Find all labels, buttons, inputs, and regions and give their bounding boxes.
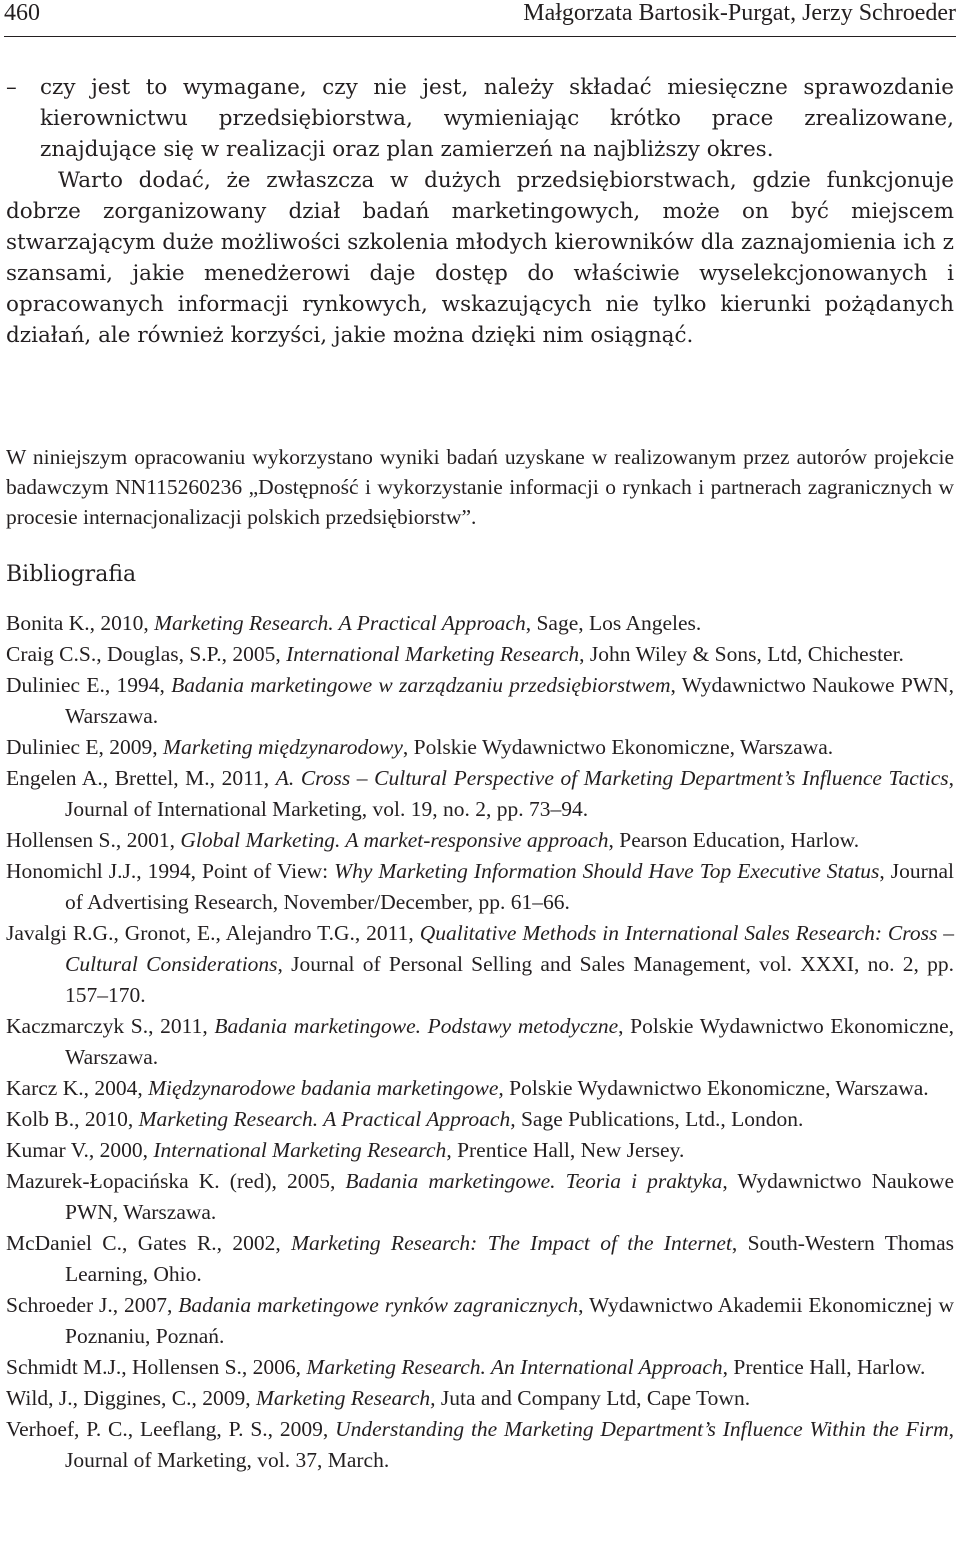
bibliography-entry (6, 1073, 954, 1104)
entry-publisher: , John Wiley & Sons, Ltd, Chichester. (579, 642, 904, 666)
bibliography-entry (6, 670, 954, 732)
entry-authors: Verhoef, P. C., Leeflang, P. S., 2009, (6, 1417, 336, 1441)
entry-publisher: , Pearson Education, Harlow. (608, 828, 860, 852)
body-paragraph: Warto dodać, że zwłaszcza w dużych przedsiębiorstwach, gdzie funkcjonuje dobrze zorganizowany dział badań marketingowych, może on być miejscem stwarzającym duże możliwości szkolenia młodych kierowników dla zaznajomienia ich z szansami, jakie menedżerowi daje dostęp do właściwie wyselekcjonowanych i opracowanych informacji rynkowych, wskazujących nie tylko kierunki pożądanych działań, ale również korzyści, jakie można dzięki nim osiągnąć. (6, 168, 955, 348)
bibliography-entry (6, 608, 954, 639)
entry-authors: McDaniel C., Gates R., 2002, (6, 1231, 292, 1255)
entry-authors: Schmidt M.J., Hollensen S., 2006, (6, 1355, 307, 1379)
bibliography-entry (6, 639, 954, 670)
bibliography-list (6, 608, 954, 1476)
entry-title: Marketing międzynarodowy (163, 735, 403, 759)
entry-authors: Kumar V., 2000, (6, 1138, 154, 1162)
entry-title: Badania marketingowe. Podstawy metodyczne (214, 1014, 619, 1038)
entry-publisher: , Wydawnictwo Naukowe PWN, Warszawa. (65, 673, 954, 728)
bibliography-entry (6, 763, 954, 825)
entry-authors: Engelen A., Brettel, M., 2011, (6, 766, 276, 790)
bibliography-entry (6, 825, 954, 856)
entry-publisher: Juta and Company Ltd, Cape Town. (435, 1386, 751, 1410)
entry-authors: Kolb B., 2010, (6, 1107, 139, 1131)
bibliography-entry (6, 856, 954, 918)
entry-authors: Karcz K., 2004, (6, 1076, 149, 1100)
page-number: 460 (4, 0, 40, 26)
entry-authors: Javalgi R.G., Gronot, E., Alejandro T.G., 2011, (6, 921, 420, 945)
bibliography-entry (6, 1352, 954, 1383)
entry-publisher: , Journal of Advertising Research, November/December, pp. 61–66. (65, 859, 954, 914)
entry-publisher: , South-Western Thomas Learning, Ohio. (65, 1231, 955, 1286)
bullet-text: czy jest to wymagane, czy nie jest, należy składać miesięczne sprawozdanie kierownictwu przedsiębiorstwa, wymieniając krótko prace zrealizowane, znajdujące się w realizacji oraz plan zamierzeń na najbliższy okres. (40, 75, 954, 162)
running-head-authors: Małgorzata Bartosik-Purgat, Jerzy Schroeder (523, 0, 956, 26)
entry-title: International Marketing Research (153, 1138, 447, 1162)
bibliography-entry (6, 732, 954, 763)
entry-publisher: , Polskie Wydawnictwo Ekonomiczne, Warszawa. (65, 1014, 954, 1069)
entry-authors: Mazurek-Łopacińska K. (red), 2005, (6, 1169, 346, 1193)
entry-title: Marketing Research. A Practical Approach (154, 611, 526, 635)
entry-authors: Duliniec E., 1994, (6, 673, 172, 697)
entry-publisher: Polskie Wydawnictwo Ekonomiczne, Warszawa. (503, 1076, 929, 1100)
entry-publisher: , Wydawnictwo Naukowe PWN, Warszawa. (65, 1169, 954, 1224)
entry-authors: Schroeder J., 2007, (6, 1293, 179, 1317)
bibliography-entry (6, 1414, 954, 1476)
entry-authors: Honomichl J.J., 1994, Point of View: (6, 859, 335, 883)
page-header (4, 0, 956, 37)
entry-authors: Duliniec E, 2009, (6, 735, 164, 759)
entry-title: Why Marketing Information Should Have Top Executive Status (334, 859, 880, 883)
entry-title: Badania marketingowe w zarządzaniu przedsiębiorstwem (171, 673, 671, 697)
entry-publisher: , Prentice Hall, Harlow. (722, 1355, 926, 1379)
bibliography-entry (6, 918, 954, 1011)
entry-title: International Marketing Research (286, 642, 580, 666)
entry-authors: Wild, J., Diggines, C., 2009, (6, 1386, 256, 1410)
entry-title: Understanding the Marketing Department’s Influence Within the Firm (335, 1417, 949, 1441)
entry-publisher: , Sage, Los Angeles. (525, 611, 702, 635)
bibliography-entry (6, 1228, 954, 1290)
bullet-item (6, 72, 954, 165)
bibliography-heading: Bibliografia (6, 562, 137, 587)
entry-authors: Hollensen S., 2001, (6, 828, 181, 852)
body-text (6, 72, 954, 351)
bibliography-entry (6, 1104, 954, 1135)
bibliography-entry (6, 1383, 954, 1414)
bibliography-entry (6, 1166, 954, 1228)
entry-title: Qualitative Methods in International Sales Research: Cross – Cultural Considerations (65, 921, 954, 976)
entry-publisher: , Journal of International Marketing, vol. 19, no. 2, pp. 73–94. (65, 766, 954, 821)
entry-title: Global Marketing. A market-responsive approach (180, 828, 609, 852)
entry-publisher: , Journal of Personal Selling and Sales Management, vol. XXXI, no. 2, pp. 157–170. (65, 952, 954, 1007)
entry-title: A. Cross – Cultural Perspective of Marketing Department’s Influence Tactics (275, 766, 949, 790)
bibliography-entry (6, 1011, 954, 1073)
research-note: W niniejszym opracowaniu wykorzystano wyniki badań uzyskane w realizowanym przez autorów projekcie badawczym NN115260236 „Dostępność i wykorzystanie informacji o rynkach i partnerach zagranicznych w procesie internacjonalizacji polskich przedsiębiorstw”. (6, 444, 954, 529)
entry-publisher: , Prentice Hall, New Jersey. (446, 1138, 685, 1162)
bibliography-entry (6, 1135, 954, 1166)
entry-authors: Bonita K., 2010, (6, 611, 155, 635)
entry-title: Marketing Research, (255, 1386, 436, 1410)
entry-publisher: , Polskie Wydawnictwo Ekonomiczne, Warszawa. (402, 735, 834, 759)
entry-authors: Kaczmarczyk S., 2011, (6, 1014, 215, 1038)
entry-title: Marketing Research. An International Approach (306, 1355, 723, 1379)
entry-authors: Craig C.S., Douglas, S.P., 2005, (6, 642, 287, 666)
entry-publisher: Sage Publications, Ltd., London. (515, 1107, 804, 1131)
bibliography-entry (6, 1290, 954, 1352)
bullet-dash: – (6, 75, 17, 100)
entry-title: Międzynarodowe badania marketingowe, (148, 1076, 504, 1100)
entry-title: Marketing Research: The Impact of the Internet (291, 1231, 732, 1255)
entry-title: Badania marketingowe. Teoria i praktyka (345, 1169, 723, 1193)
entry-title: Badania marketingowe rynków zagranicznych (178, 1293, 579, 1317)
entry-title: Marketing Research. A Practical Approach, (138, 1107, 516, 1131)
entry-publisher: , Wydawnictwo Akademii Ekonomicznej w Poznaniu, Poznań. (65, 1293, 954, 1348)
entry-publisher: , Journal of Marketing, vol. 37, March. (65, 1417, 954, 1472)
